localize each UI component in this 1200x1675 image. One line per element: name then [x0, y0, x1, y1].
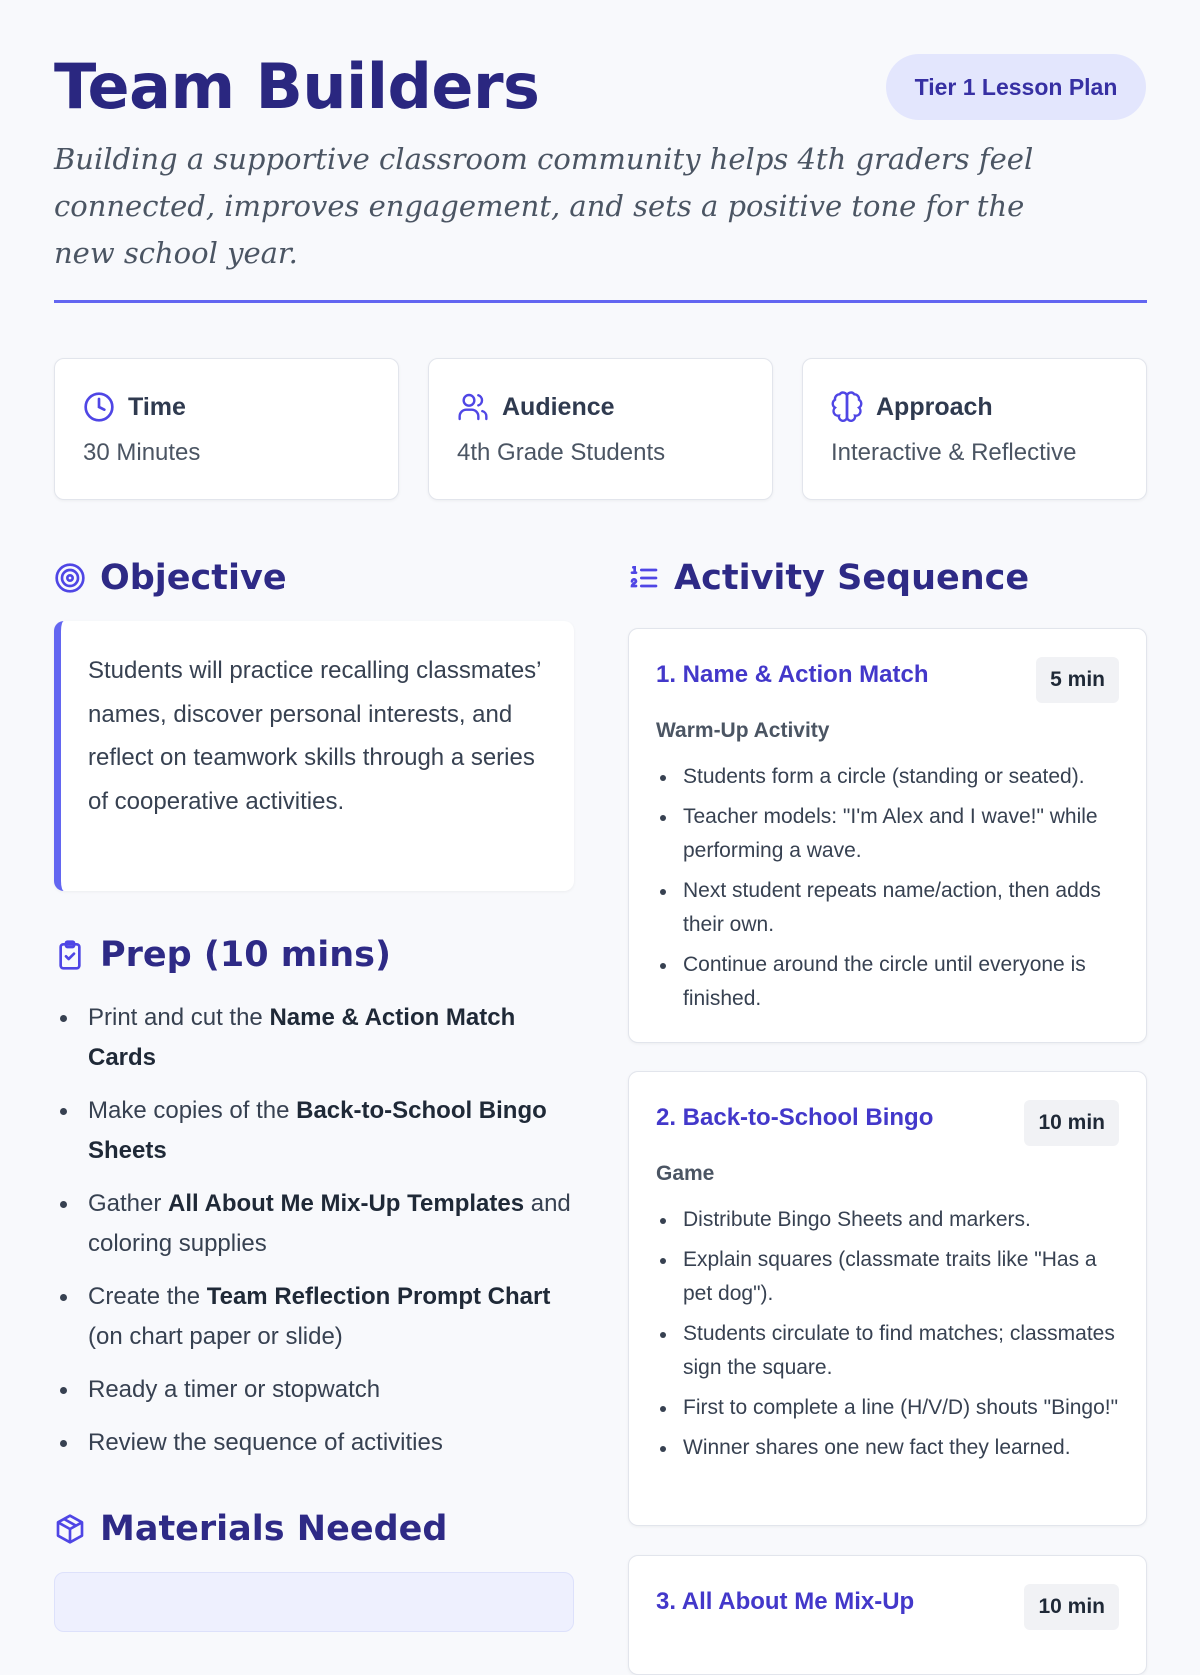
duration-badge: 10 min — [1024, 1100, 1119, 1146]
section-title: Prep (10 mins) — [100, 935, 391, 975]
activity-type: Game — [656, 1162, 715, 1185]
section-title: Activity Sequence — [674, 558, 1030, 598]
clock-icon — [83, 391, 115, 423]
list-item: Students form a circle (standing or seated). — [656, 760, 1126, 794]
materials-heading — [54, 1509, 447, 1549]
info-card-value: 4th Grade Students — [457, 439, 666, 466]
target-icon — [54, 562, 86, 594]
info-card-approach — [802, 358, 1147, 500]
brain-icon — [831, 391, 863, 423]
duration-badge: 5 min — [1036, 657, 1119, 703]
list-item: Ready a timer or stopwatch — [54, 1370, 574, 1410]
activity-card-3 — [628, 1555, 1147, 1675]
clipboard-check-icon — [54, 939, 86, 971]
activity-card-2 — [628, 1071, 1147, 1526]
objective-text: Students will practice recalling classmates’ names, discover personal interests, and reflect on teamwork skills through a series of cooperative activities. — [54, 621, 574, 891]
list-item: Explain squares (classmate traits like "Has a pet dog"). — [656, 1243, 1126, 1311]
info-card-label: Approach — [876, 392, 993, 421]
package-icon — [54, 1513, 86, 1545]
activity-heading — [628, 558, 1029, 598]
list-item: Continue around the circle until everyone is finished. — [656, 948, 1126, 1016]
info-card-value: Interactive & Reflective — [831, 439, 1077, 466]
activity-steps — [656, 1203, 1126, 1471]
list-item: Make copies of the Back-to-School Bingo Sheets — [54, 1091, 574, 1171]
list-ordered-icon — [628, 562, 660, 594]
section-title: Objective — [100, 558, 287, 598]
list-item: Teacher models: "I'm Alex and I wave!" while performing a wave. — [656, 800, 1126, 868]
list-item: Students circulate to find matches; classmates sign the square. — [656, 1317, 1126, 1385]
section-title: Materials Needed — [100, 1509, 448, 1549]
list-item: Winner shares one new fact they learned. — [656, 1431, 1126, 1465]
activity-title: 3. All About Me Mix-Up — [656, 1588, 915, 1615]
activity-type: Warm-Up Activity — [656, 719, 830, 742]
list-item: Next student repeats name/action, then adds their own. — [656, 874, 1126, 942]
duration-badge: 10 min — [1024, 1584, 1119, 1630]
activity-title: 2. Back-to-School Bingo — [656, 1104, 934, 1131]
page-subtitle: Building a supportive classroom community helps 4th graders feel connected, improves engagement, and sets a positive tone for the new school year. — [54, 142, 1034, 270]
objective-heading — [54, 558, 287, 598]
list-item: Distribute Bingo Sheets and markers. — [656, 1203, 1126, 1237]
list-item: Gather All About Me Mix-Up Templates and coloring supplies — [54, 1184, 574, 1264]
header-divider — [54, 300, 1147, 303]
info-card-audience — [428, 358, 773, 500]
list-item: Print and cut the Name & Action Match Cards — [54, 998, 574, 1078]
list-item: Review the sequence of activities — [54, 1423, 574, 1463]
info-card-value: 30 Minutes — [83, 439, 201, 466]
list-item: First to complete a line (H/V/D) shouts "Bingo!" — [656, 1391, 1126, 1425]
activity-title: 1. Name & Action Match — [656, 661, 929, 688]
activity-steps — [656, 760, 1126, 1022]
info-card-time — [54, 358, 399, 500]
lesson-tier-badge: Tier 1 Lesson Plan — [886, 54, 1146, 120]
materials-box — [54, 1572, 574, 1632]
activity-card-1 — [628, 628, 1147, 1043]
prep-list — [54, 998, 574, 1476]
users-icon — [457, 391, 489, 423]
prep-heading — [54, 935, 391, 975]
info-card-label: Time — [128, 392, 186, 421]
page-title: Team Builders — [54, 50, 540, 123]
info-card-label: Audience — [502, 392, 615, 421]
list-item: Create the Team Reflection Prompt Chart (on chart paper or slide) — [54, 1277, 574, 1357]
